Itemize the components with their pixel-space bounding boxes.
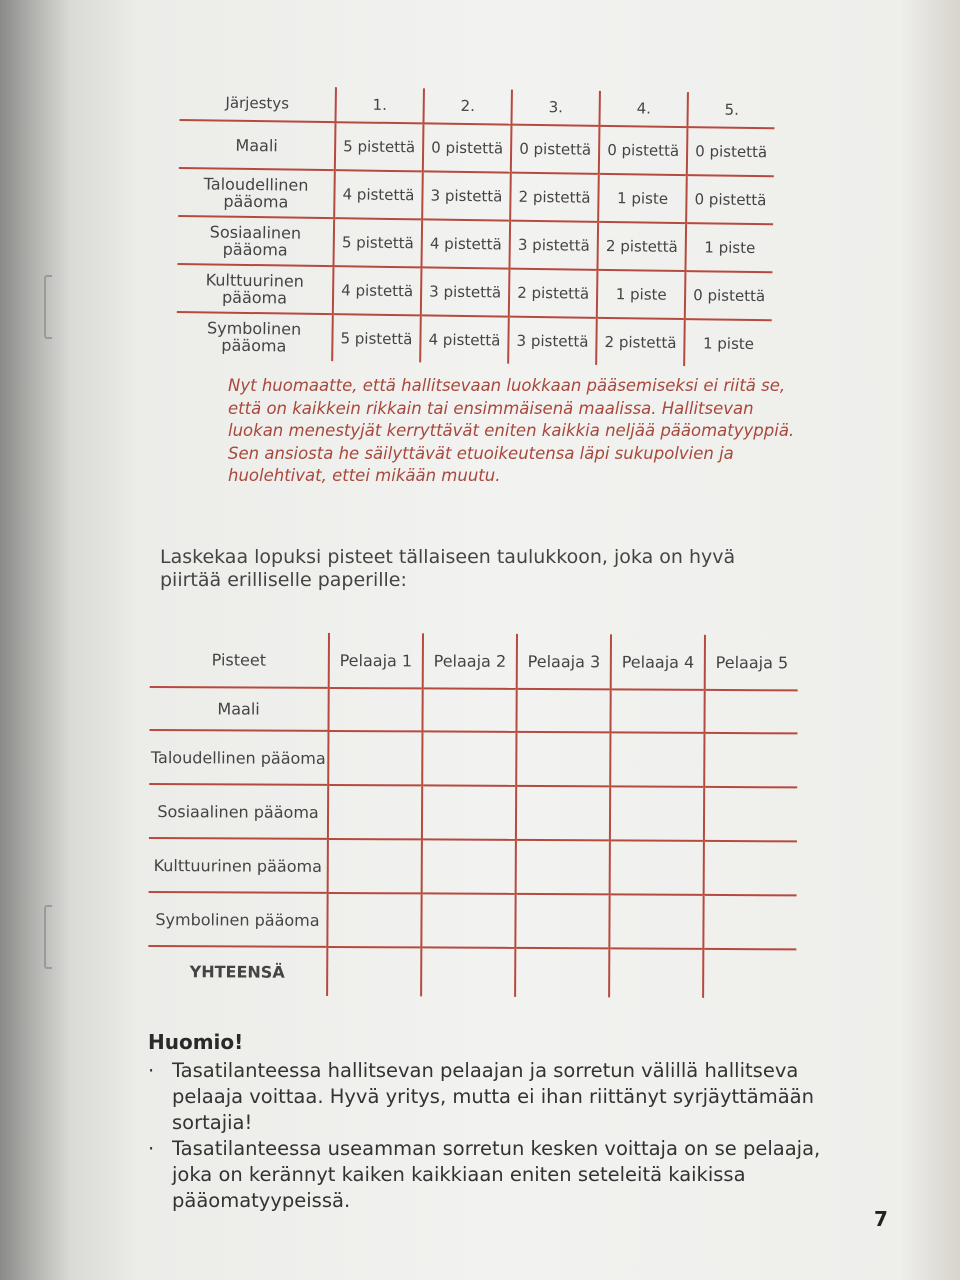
table-cell: 1 piste — [598, 174, 687, 223]
table-cell: 3 pistettä — [421, 267, 510, 316]
score-cell[interactable] — [611, 689, 705, 732]
table-row — [177, 264, 773, 320]
table-cell: 0 pistettä — [599, 126, 688, 175]
table-cell: 0 pistettä — [687, 127, 775, 176]
note-item: · Tasatilanteessa useamman sorretun kesken voittaja on se pelaaja, joka on kerännyt kaiken kaikkiaan eniten seteleitä kaikissa pääomatyypeissä. — [148, 1136, 848, 1214]
column-header: Pelaaja 2 — [423, 633, 517, 688]
table-cell: 4 pistettä — [422, 219, 511, 268]
score-cell[interactable] — [703, 949, 796, 998]
table-cell: 5 pistettä — [332, 314, 421, 362]
column-header: 5. — [688, 92, 775, 128]
table-cell: 0 pistettä — [685, 271, 773, 320]
table-cell: 2 pistettä — [509, 269, 598, 318]
table-row — [178, 216, 774, 272]
table-cell: 2 pistettä — [510, 173, 599, 222]
table-row — [149, 784, 797, 841]
note-list — [148, 1058, 848, 1214]
intro-text: Laskekaa lopuksi pisteet tällaiseen taulukkoon, joka on hyvä piirtää erilliselle paperille: — [160, 546, 736, 591]
row-label: Taloudellinen pääoma — [178, 168, 335, 218]
score-cell[interactable] — [610, 732, 704, 786]
score-cell[interactable] — [516, 840, 610, 894]
table-cell: 0 pistettä — [686, 175, 774, 224]
table-row — [149, 838, 797, 895]
column-header: 3. — [512, 90, 601, 126]
column-header: Pelaaja 5 — [705, 635, 798, 690]
score-cell[interactable] — [705, 690, 798, 733]
score-cell[interactable] — [610, 840, 704, 894]
score-cell[interactable] — [328, 731, 422, 785]
table-cell: 2 pistettä — [596, 318, 685, 366]
score-cell[interactable] — [516, 786, 610, 840]
score-cell[interactable] — [609, 948, 703, 997]
page-number: 7 — [874, 1207, 888, 1231]
table-cell: 5 pistettä — [333, 218, 422, 267]
score-cell[interactable] — [515, 948, 609, 997]
score-cell[interactable] — [422, 785, 516, 839]
table-cell: 1 piste — [686, 223, 774, 272]
table-row — [149, 687, 797, 733]
score-cell[interactable] — [517, 689, 611, 732]
row-label: Taloudellinen pääoma — [149, 730, 328, 785]
table-cell: 4 pistettä — [334, 170, 423, 219]
staple — [44, 275, 52, 339]
table-cell: 5 pistettä — [335, 122, 424, 171]
score-cell[interactable] — [421, 947, 515, 996]
table-row — [178, 168, 774, 224]
score-cell[interactable] — [704, 787, 797, 841]
column-header: 4. — [600, 91, 689, 127]
score-cell[interactable] — [328, 688, 422, 731]
score-cell[interactable] — [423, 688, 517, 731]
table-cell: 3 pistettä — [508, 317, 597, 365]
table-row — [149, 730, 797, 787]
scoring-table — [176, 85, 775, 367]
row-label: Kulttuurinen pääoma — [177, 264, 334, 314]
score-cell[interactable] — [327, 947, 421, 996]
staple — [44, 905, 52, 969]
table-row — [148, 892, 796, 949]
table-cell: 2 pistettä — [598, 222, 687, 271]
table-cell: 0 pistettä — [423, 123, 512, 172]
italic-paragraph: Nyt huomaatte, että hallitsevaan luokkaan pääsemiseksi ei riitä se, että on kaikkein rikkain tai ensimmäisenä maalissa. Hallitsevan luokan menestyjät kerryttävät eniten kaikkia neljää pääomatyyppiä. Sen ansiosta he säilyttävät etuoikeutensa läpi sukupolvien ja huolehtivat, ettei mikään muutu. — [228, 376, 795, 485]
column-header: Pelaaja 4 — [611, 634, 705, 689]
score-cell[interactable] — [327, 893, 421, 947]
note-item: · Tasatilanteessa hallitsevan pelaajan ja sorretun välillä hallitseva pelaaja voittaa. Hyvä yritys, mutta ei ihan riittänyt syrjäyttämään sortajia! — [148, 1058, 848, 1136]
column-header: 1. — [335, 87, 424, 123]
table-cell: 0 pistettä — [511, 125, 600, 174]
row-label: Sosiaalinen pääoma — [149, 784, 328, 839]
table-cell: 4 pistettä — [333, 266, 422, 315]
table-cell: 3 pistettä — [510, 221, 599, 270]
score-cell[interactable] — [704, 841, 797, 895]
column-header: 2. — [424, 88, 513, 124]
score-cell[interactable] — [421, 893, 515, 947]
table-cell: 1 piste — [597, 270, 686, 319]
table-row — [176, 312, 772, 367]
score-cell[interactable] — [422, 839, 516, 893]
score-cell[interactable] — [516, 732, 610, 786]
table-cell: 1 piste — [684, 319, 772, 367]
row-label: Symbolinen pääoma — [176, 312, 333, 361]
score-cell[interactable] — [515, 894, 609, 948]
score-cell[interactable] — [328, 839, 422, 893]
table-row — [179, 120, 775, 176]
row-label: Maali — [179, 120, 336, 170]
score-cell[interactable] — [610, 786, 704, 840]
note-title: Huomio! — [148, 1030, 244, 1054]
column-header: Pelaaja 3 — [517, 634, 611, 689]
row-label: Kulttuurinen pääoma — [149, 838, 328, 893]
row-label: YHTEENSÄ — [148, 946, 327, 996]
row-label: Symbolinen pääoma — [148, 892, 327, 947]
score-cell[interactable] — [422, 731, 516, 785]
score-sheet-table — [148, 632, 798, 998]
score-cell[interactable] — [609, 894, 703, 948]
table-row — [148, 946, 796, 998]
column-header: Järjestys — [225, 93, 290, 113]
table-cell: 4 pistettä — [420, 315, 509, 363]
row-label: Sosiaalinen pääoma — [178, 216, 335, 266]
score-cell[interactable] — [328, 785, 422, 839]
score-cell[interactable] — [704, 895, 797, 949]
row-label: Maali — [149, 687, 328, 731]
score-cell[interactable] — [704, 733, 797, 787]
table-cell: 3 pistettä — [422, 171, 511, 220]
column-header: Pisteet — [211, 649, 267, 670]
column-header: Pelaaja 1 — [329, 633, 423, 688]
